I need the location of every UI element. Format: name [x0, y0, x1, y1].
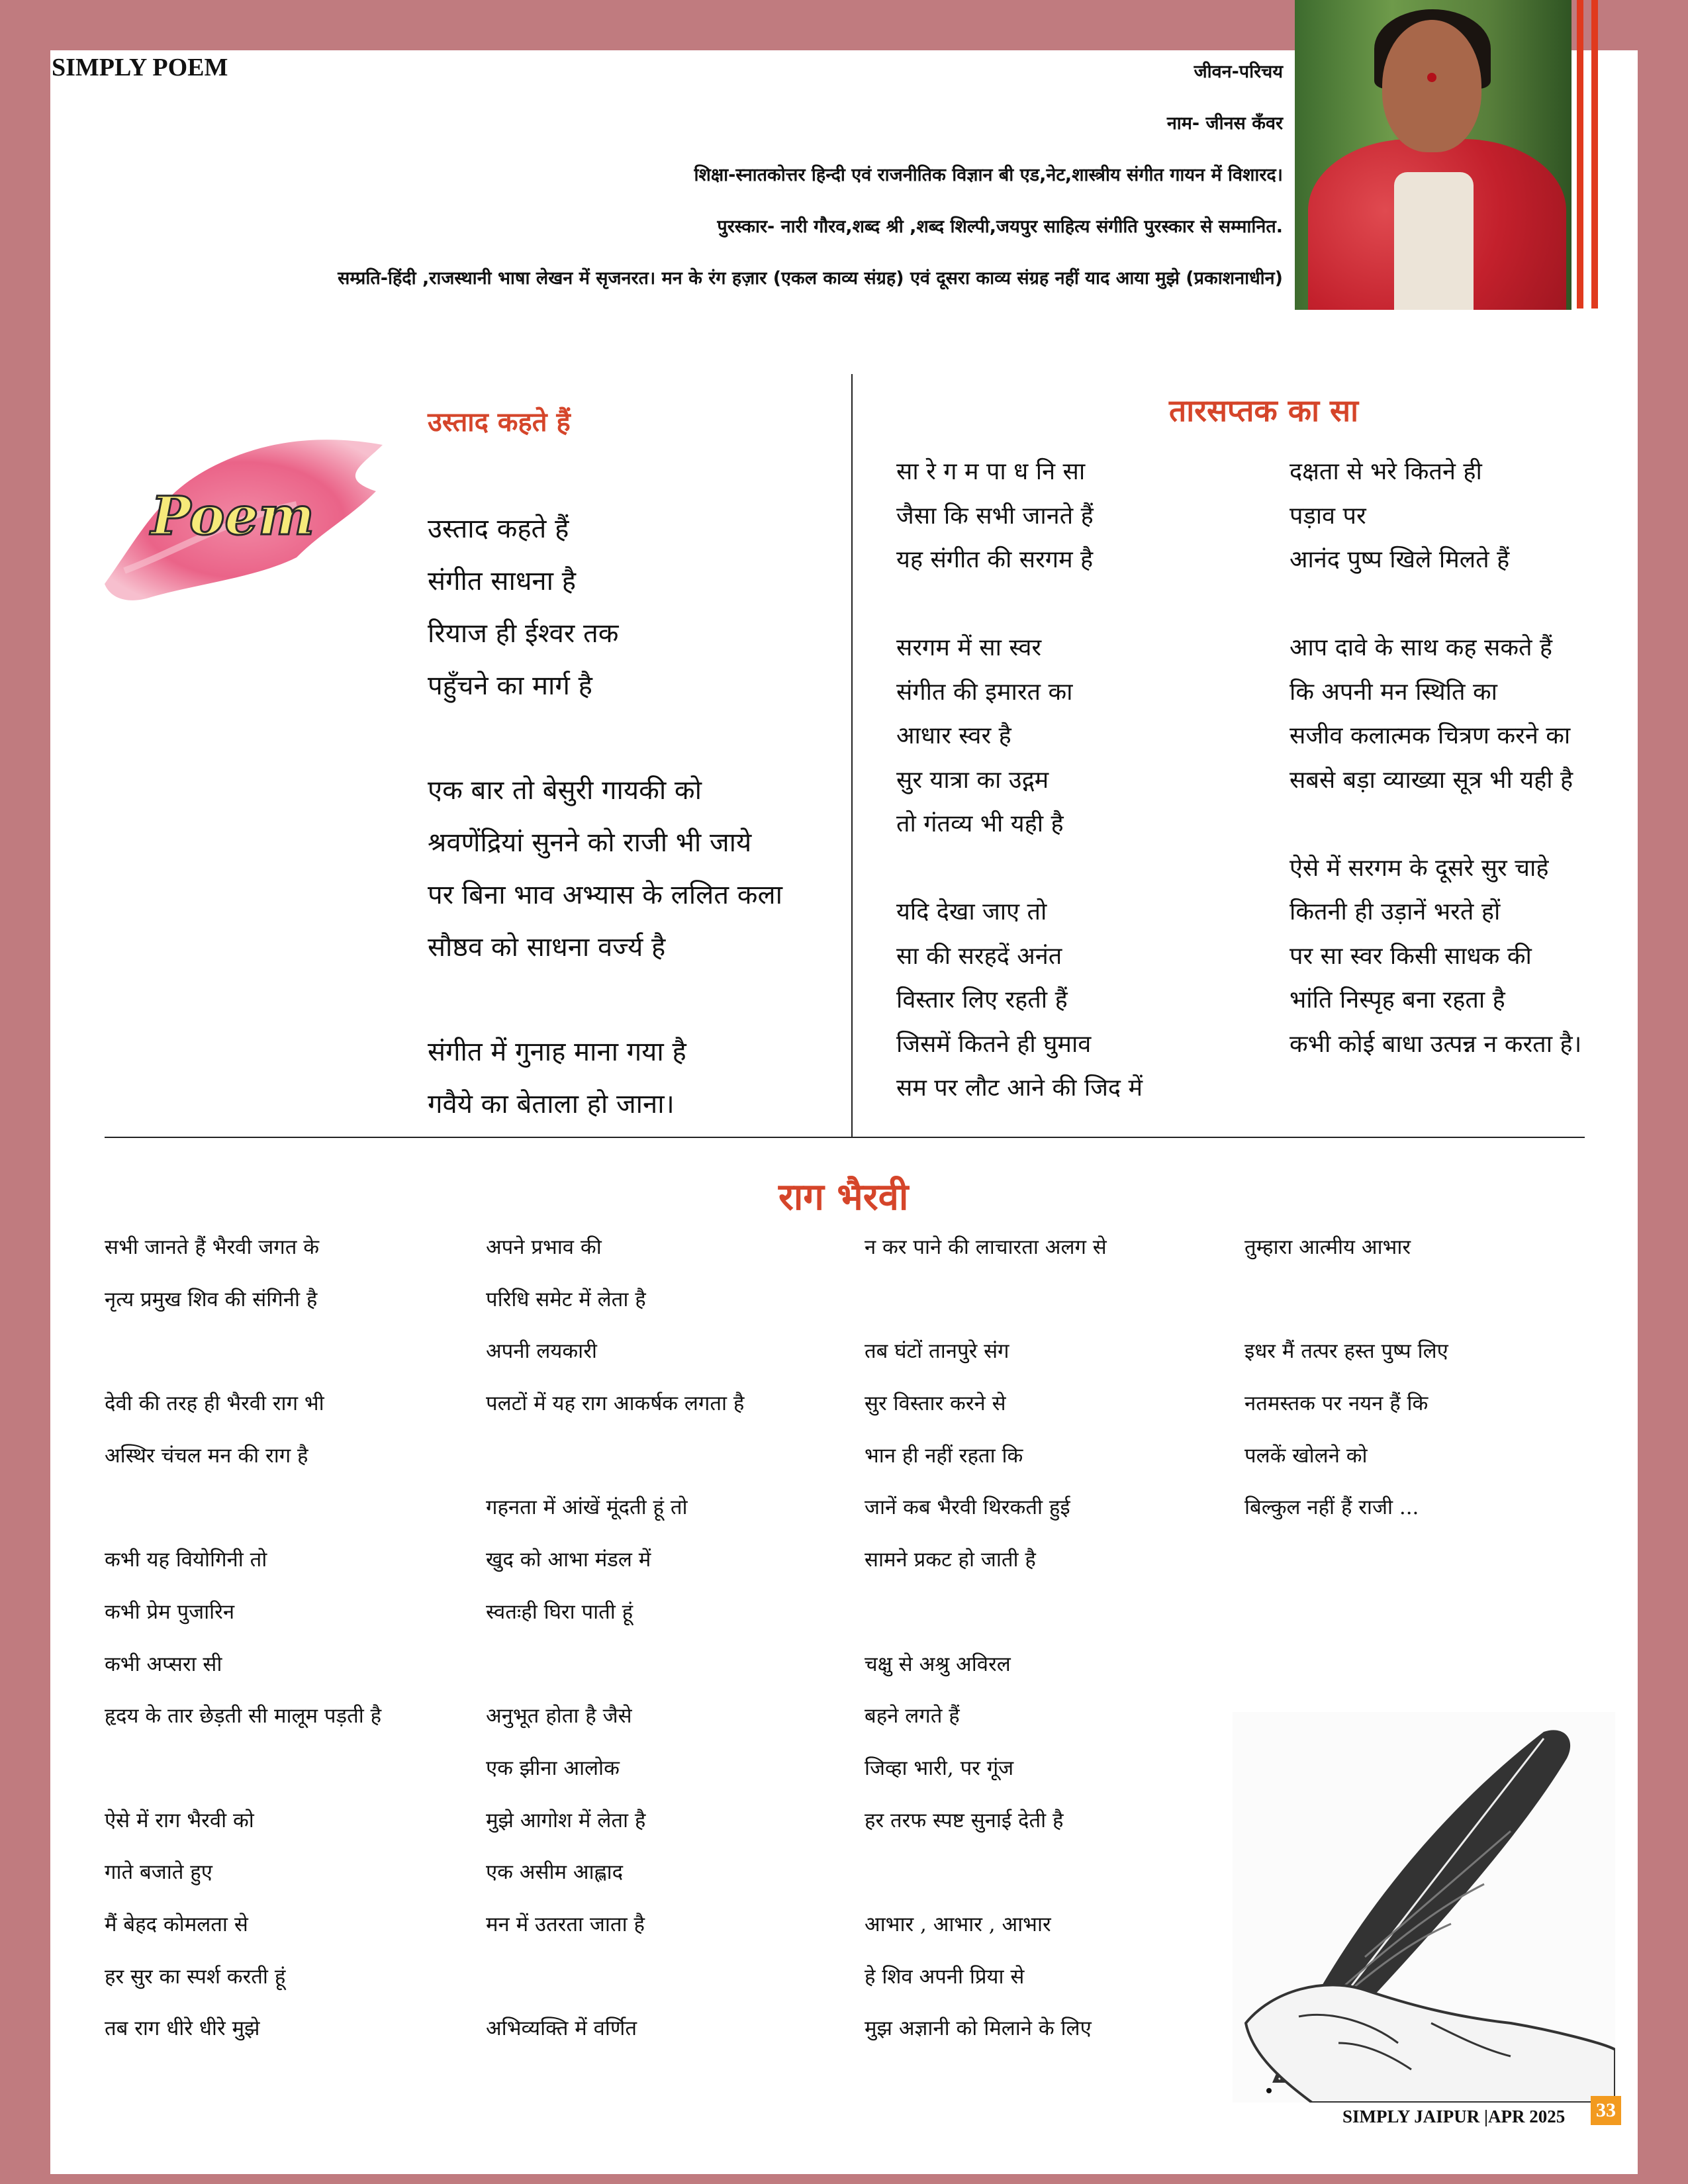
poem-line: कभी कोई बाधा उत्पन्न न करता है।	[1289, 1030, 1582, 1058]
poem-line: हर सुर का स्पर्श करती हूं	[105, 1964, 286, 1989]
poem-line: हर तरफ स्पष्ट सुनाई देती है	[865, 1808, 1064, 1832]
poem-line: भांति निस्पृह बना रहता है	[1289, 986, 1505, 1014]
poem-line: ऐसे में राग भैरवी को	[105, 1808, 254, 1832]
stanza-gap	[105, 1742, 381, 1795]
author-photo	[1295, 0, 1571, 310]
poem-line: सुर विस्तार करने से	[865, 1392, 1006, 1416]
poem-line: बहने लगते हैं	[865, 1704, 960, 1729]
poem-line: मन में उतरता जाता है	[486, 1912, 645, 1936]
poem-line: देवी की तरह ही भैरवी राग भी	[105, 1392, 324, 1416]
poem-line: पलटों में यह राग आकर्षक लगता है	[486, 1392, 745, 1416]
poem-line: मुझ अज्ञानी को मिलाने के लिए	[865, 2017, 1092, 2041]
poem3-column-1	[105, 1221, 381, 2055]
stanza-gap	[865, 1586, 1107, 1638]
poem-line: श्रवणेंद्रियां सुनने को राजी भी जाये	[428, 828, 752, 858]
poem-line: रियाज ही ईश्वर तक	[428, 618, 619, 649]
stanza-gap	[428, 712, 782, 765]
stanza-gap	[428, 974, 782, 1026]
poem-line: हृदय के तार छेड़ती सी मालूम पड़ती है	[105, 1704, 382, 1729]
bio-heading: जीवन-परिचय	[1194, 62, 1283, 82]
stanza-gap	[1244, 1274, 1448, 1326]
poem-line: सबसे बड़ा व्याख्या सूत्र भी यही है	[1289, 766, 1573, 794]
page-number: 33	[1591, 2096, 1621, 2125]
poem-line: तब राग धीरे धीरे मुझे	[105, 2017, 260, 2041]
poem-line: न कर पाने की लाचारता अलग से	[865, 1235, 1107, 1259]
poem-line: गाते बजाते हुए	[105, 1860, 212, 1885]
poem2-column-2	[1289, 450, 1581, 1067]
stanza-gap	[105, 1325, 381, 1378]
poem-line: सौष्ठव को साधना वर्ज्य है	[428, 932, 666, 963]
bio-name: नाम- जीनस कँवर	[1166, 113, 1283, 134]
poem-line: आभार , आभार , आभार	[865, 1912, 1051, 1936]
stanza-gap	[1289, 583, 1581, 627]
poem-line: हे शिव अपनी प्रिया से	[865, 1964, 1025, 1989]
column-divider	[851, 374, 853, 1137]
poem1-title: उस्ताद कहते हैं	[428, 407, 571, 438]
poem-line: कितनी ही उड़ानें भरते हों	[1289, 898, 1501, 926]
accent-bar	[1591, 0, 1598, 309]
poem-line: पर बिना भाव अभ्यास के ललित कला	[428, 880, 782, 910]
poem-line: खुद को आभा मंडल में	[486, 1548, 651, 1572]
poem-line: कि अपनी मन स्थिति का	[1289, 678, 1497, 706]
poem-line: एक असीम आह्लाद	[486, 1860, 624, 1885]
poem-line: उस्ताद कहते हैं	[428, 514, 569, 544]
accent-bar	[1577, 0, 1583, 309]
poem-line: गहनता में आंखें मूंदती हूं तो	[486, 1496, 688, 1520]
poem-line: संगीत साधना है	[428, 566, 576, 596]
badge-text: Poem	[151, 485, 314, 547]
poem-line: भान ही नहीं रहता कि	[865, 1443, 1023, 1468]
poem-line: पलकें खोलने को	[1244, 1443, 1368, 1468]
poem-line: यह संगीत की सरगम है	[896, 546, 1094, 573]
stanza-gap	[865, 1274, 1107, 1326]
poem-line: जिव्हा भारी, पर गूंज	[865, 1756, 1014, 1780]
poem-line: गवैये का बेताला हो जाना।	[428, 1089, 675, 1119]
stanza-gap	[896, 847, 1143, 891]
footer-issue: APR 2025	[1487, 2107, 1566, 2126]
bio-education: शिक्षा-स्नातकोत्तर हिन्दी एवं राजनीतिक विज्ञान बी एड,नेट,शास्त्रीय संगीत गायन में विशारद।	[694, 165, 1283, 185]
poem-line: नृत्य प्रमुख शिव की संगिनी है	[105, 1287, 318, 1311]
stanza-gap	[865, 1846, 1107, 1899]
footer-magazine: SIMPLY JAIPUR	[1342, 2107, 1480, 2126]
poem-line: स्वतःही घिरा पाती हूं	[486, 1599, 633, 1624]
poem-line: इधर मैं तत्पर हस्त पुष्प लिए	[1244, 1339, 1448, 1364]
poem-line: परिधि समेट में लेता है	[486, 1287, 646, 1311]
poem-line: पहुँचने का मार्ग है	[428, 671, 592, 701]
poem-line: सा की सरहदें अनंत	[896, 942, 1062, 970]
poem-line: नतमस्तक पर नयन हैं कि	[1244, 1392, 1429, 1416]
poem2-title: तारसप्तक का सा	[1169, 393, 1359, 428]
poem-line: पर सा स्वर किसी साधक की	[1289, 942, 1532, 970]
poem-line: ऐसे में सरगम के दूसरे सुर चाहे	[1289, 854, 1549, 882]
section-divider	[105, 1137, 1585, 1138]
stanza-gap	[486, 1951, 744, 2003]
poem2-column-1	[896, 450, 1143, 1111]
poem-line: चक्षु से अश्रु अविरल	[865, 1652, 1011, 1676]
poem3-title: राग भैरवी	[778, 1176, 909, 1219]
poem-line: संगीत में गुनाह माना गया है	[428, 1037, 686, 1067]
poem-line: मैं बेहद कोमलता से	[105, 1912, 248, 1936]
poem-line: एक बार तो बेसुरी गायकी को	[428, 775, 702, 806]
poem3-column-2	[486, 1221, 744, 2055]
poem-line: सामने प्रकट हो जाती है	[865, 1548, 1036, 1572]
footer-separator: |	[1479, 2107, 1488, 2126]
poem-line: आधार स्वर है	[896, 722, 1011, 749]
poem-line: एक झीना आलोक	[486, 1756, 620, 1780]
poem-line: अनुभूत होता है जैसे	[486, 1704, 632, 1729]
poem-line: विस्तार लिए रहती हैं	[896, 986, 1068, 1014]
poem-line: आनंद पुष्प खिले मिलते हैं	[1289, 546, 1510, 573]
stanza-gap	[486, 1430, 744, 1482]
stanza-gap	[486, 1638, 744, 1691]
poem-line: दक्षता से भरे कितने ही	[1289, 458, 1482, 485]
poem-line: तो गंतव्य भी यही है	[896, 810, 1064, 837]
stanza-gap	[1289, 802, 1581, 847]
poem-line: सभी जानते हैं भैरवी जगत के	[105, 1235, 320, 1259]
poem-badge	[98, 418, 389, 610]
footer	[1342, 2107, 1565, 2127]
poem-line: सम पर लौट आने की जिद में	[896, 1074, 1143, 1102]
section-header: SIMPLY POEM	[52, 54, 228, 81]
poem-line: अस्थिर चंचल मन की राग है	[105, 1443, 308, 1468]
poem-line: पड़ाव पर	[1289, 502, 1366, 530]
poem-line: तुम्हारा आत्मीय आभार	[1244, 1235, 1411, 1259]
poem-line: संगीत की इमारत का	[896, 678, 1073, 706]
author-bio	[25, 60, 1283, 318]
poem3-column-3	[865, 1221, 1107, 2055]
poem-line: यदि देखा जाए तो	[896, 898, 1047, 926]
quill-pen-illustration	[1233, 1712, 1615, 2103]
bio-awards: पुरस्कार- नारी गौरव,शब्द श्री ,शब्द शिल्पी,जयपुर साहित्य संगीति पुरस्कार से सम्मानित.	[717, 216, 1283, 237]
stanza-gap	[105, 1482, 381, 1534]
poem-line: सजीव कलात्मक चित्रण करने का	[1289, 722, 1571, 749]
poem-line: जिसमें कितने ही घुमाव	[896, 1030, 1092, 1058]
poem-line: सा रे ग म पा ध नि सा	[896, 458, 1086, 485]
poem-line: अपने प्रभाव की	[486, 1235, 602, 1259]
poem-line: आप दावे के साथ कह सकते हैं	[1289, 634, 1553, 661]
poem3-column-4	[1244, 1221, 1448, 1534]
poem-line: बिल्कुल नहीं हैं राजी ...	[1244, 1496, 1419, 1520]
poem1-body	[428, 503, 782, 1131]
bio-current: सम्प्रति-हिंदी ,राजस्थानी भाषा लेखन में सृजनरत। मन के रंग हज़ार (एकल काव्य संग्रह) एवं दूसरा काव्य संग्रह नहीं याद आया मुझे (प्रकाशनाधीन)	[338, 268, 1283, 289]
poem-line: जैसा कि सभी जानते हैं	[896, 502, 1094, 530]
poem-line: मुझे आगोश में लेता है	[486, 1808, 646, 1832]
poem-line: सुर यात्रा का उद्गम	[896, 766, 1049, 794]
poem-line: कभी यह वियोगिनी तो	[105, 1548, 267, 1572]
poem-line: कभी प्रेम पुजारिन	[105, 1599, 235, 1624]
poem-line: तब घंटों तानपुरे संग	[865, 1339, 1009, 1364]
stanza-gap	[896, 583, 1143, 627]
poem-line: सरगम में सा स्वर	[896, 634, 1042, 661]
poem-line: अपनी लयकारी	[486, 1339, 597, 1364]
poem-line: कभी अप्सरा सी	[105, 1652, 222, 1676]
poem-line: अभिव्यक्ति में वर्णित	[486, 2017, 637, 2041]
poem-line: जानें कब भैरवी थिरकती हुई	[865, 1496, 1070, 1520]
